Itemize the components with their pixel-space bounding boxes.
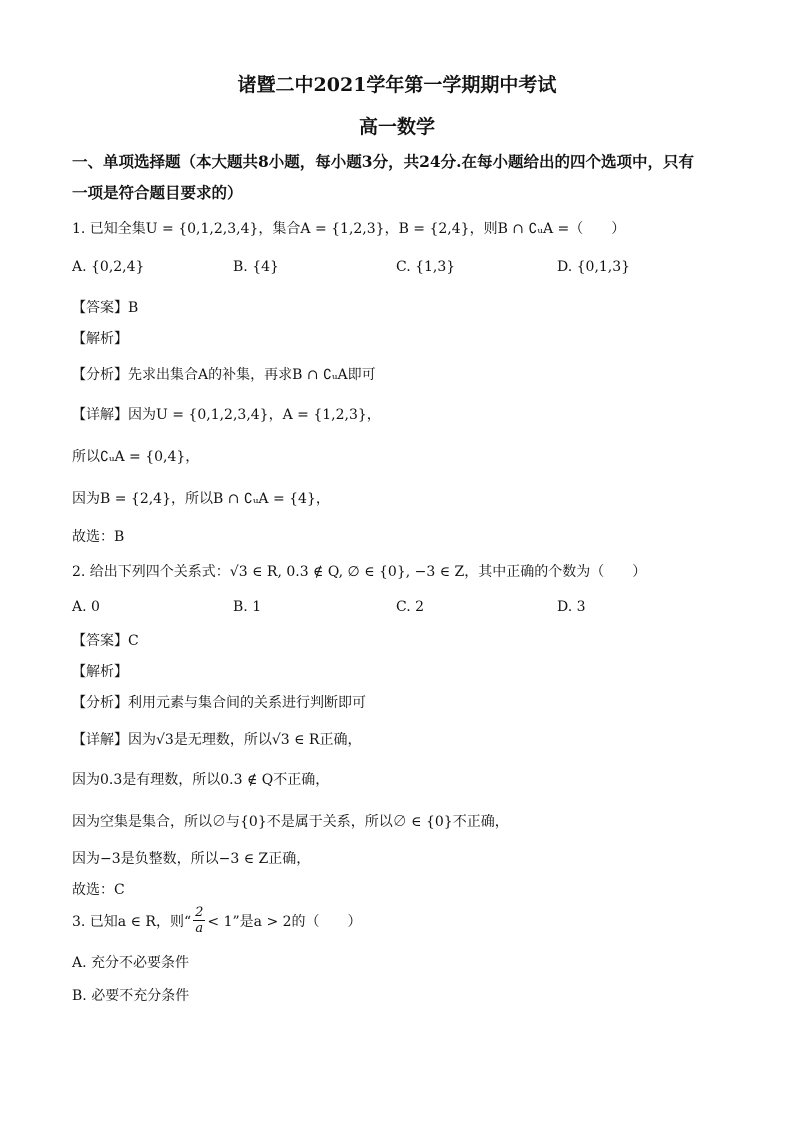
- q2-detail: 【详解】因为√3是无理数，所以√3 ∈ R正确，: [72, 732, 362, 748]
- q1-answer: 【答案】B: [72, 300, 139, 316]
- q1-option-d: D. {0,1,3}: [557, 259, 631, 275]
- q3-stem-pre: 3. 已知a ∈ R，则“: [72, 913, 192, 930]
- q2-step3: 因为空集是集合，所以∅与{0}不是属于关系，所以∅ ∈ {0}不正确，: [72, 814, 509, 830]
- q2-option-d: D. 3: [557, 599, 586, 615]
- q1-option-b: B. {4}: [233, 259, 279, 275]
- q2-choose: 故选：C: [72, 882, 125, 898]
- q2-option-c: C. 2: [396, 599, 425, 615]
- section-heading-line2: 一项是符合题目要求的）: [72, 183, 243, 202]
- q1-option-a: A. {0,2,4}: [72, 259, 145, 275]
- q1-stem: 1. 已知全集U = {0,1,2,3,4}，集合A = {1,2,3}，B = {2,4}，则B ∩ ∁ᵤA =（ ）: [72, 221, 626, 237]
- q2-answer: 【答案】C: [72, 633, 139, 649]
- q2-step4: 因为−3是负整数，所以−3 ∈ Z正确，: [72, 851, 311, 867]
- q1-step2: 所以∁ᵤA = {0,4}，: [72, 449, 200, 465]
- q1-step3: 因为B = {2,4}，所以B ∩ ∁ᵤA = {4}，: [72, 491, 330, 507]
- exam-title: 诸暨二中2021学年第一学期期中考试: [237, 74, 557, 96]
- q3-fraction: [193, 906, 205, 935]
- q2-analysis-label: 【解析】: [72, 664, 128, 680]
- q1-fenxi: 【分析】先求出集合A的补集，再求B ∩ ∁ᵤA即可: [72, 367, 376, 383]
- q2-stem: 2. 给出下列四个关系式：√3 ∈ R, 0.3 ∉ Q, ∅ ∈ {0}, −3 ∈ Z，其中正确的个数为（ ）: [72, 564, 647, 580]
- q2-option-b: B. 1: [233, 599, 262, 615]
- q2-step2: 因为0.3是有理数，所以0.3 ∉ Q不正确，: [72, 772, 330, 788]
- q3-stem-post: < 1”是a > 2的（ ）: [207, 913, 362, 930]
- q2-fenxi: 【分析】利用元素与集合间的关系进行判断即可: [72, 695, 366, 711]
- section-heading-line1: 一、单项选择题（本大题共8小题，每小题3分，共24分.在每小题给出的四个选项中，只有: [72, 152, 695, 171]
- q1-analysis-label: 【解析】: [72, 331, 128, 347]
- q2-option-a: A. 0: [72, 599, 100, 615]
- q3-option-a: A. 充分不必要条件: [72, 955, 190, 971]
- q1-option-c: C. {1,3}: [396, 259, 456, 275]
- q1-choose: 故选：B: [72, 529, 125, 545]
- q3-option-b: B. 必要不充分条件: [72, 988, 190, 1004]
- exam-subtitle: 高一数学: [358, 116, 435, 138]
- q3-fraction-numerator: 2: [195, 905, 204, 920]
- q3-fraction-denominator: a: [195, 921, 204, 936]
- q3-stem: [72, 906, 362, 935]
- q1-detail: 【详解】因为U = {0,1,2,3,4}，A = {1,2,3}，: [72, 407, 381, 423]
